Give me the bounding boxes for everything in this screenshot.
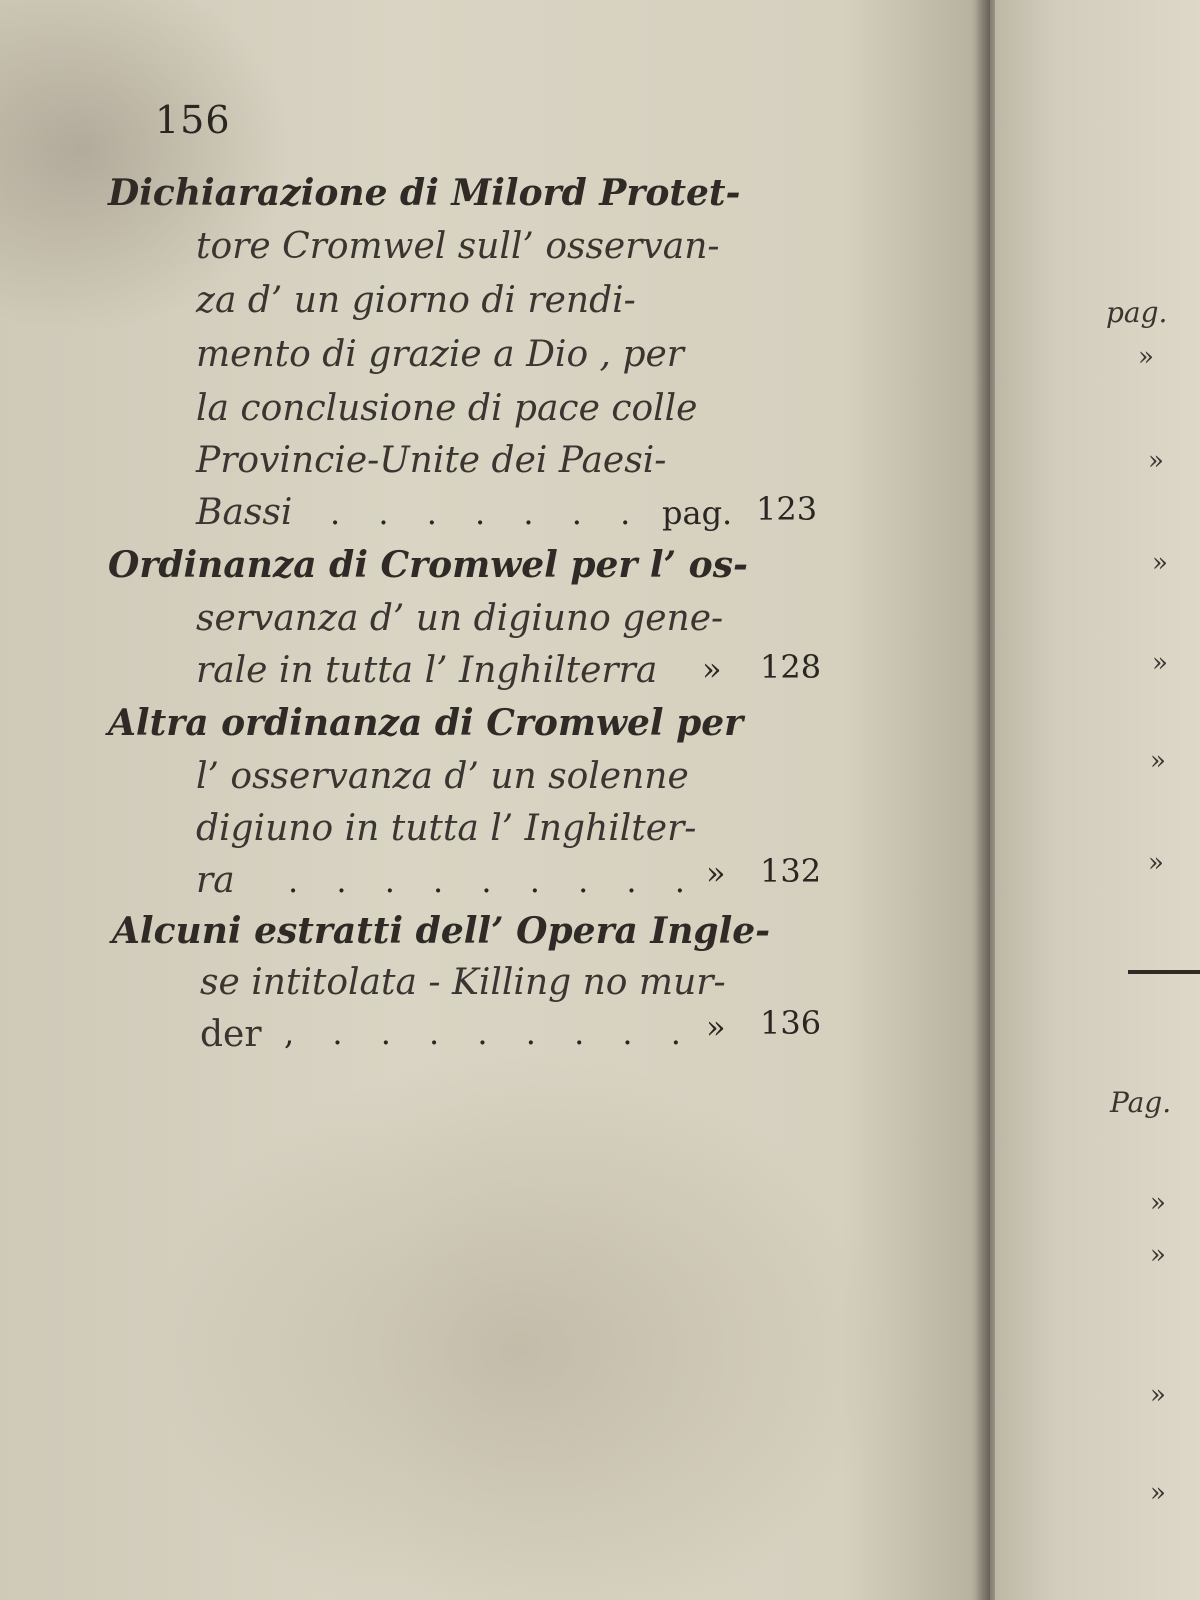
right-page: [995, 0, 1200, 1600]
entry-title-line: Dichiarazione di Milord Protet-: [108, 172, 741, 214]
ditto-mark: »: [1150, 1240, 1166, 1270]
entry-text-line: servanza d’ un digiuno gene-: [196, 598, 724, 639]
ditto-mark: »: [1148, 848, 1164, 878]
entry-text-line: se intitolata - Killing no mur-: [200, 962, 726, 1003]
ditto-mark: »: [1152, 548, 1168, 578]
entry-text-line: der: [200, 1014, 262, 1055]
ditto-mark: »: [1150, 1188, 1166, 1218]
ditto-mark: »: [1152, 648, 1168, 678]
page-ref-prefix: pag.: [662, 494, 733, 532]
entry-text-line: l’ osservanza d’ un solenne: [196, 756, 689, 797]
entry-text-line: digiuno in tutta l’ Inghilter-: [196, 808, 697, 849]
entry-title-line: Altra ordinanza di Cromwel per: [108, 702, 744, 744]
page-ref-prefix: »: [706, 854, 726, 892]
section-rule: [1128, 970, 1200, 974]
right-page-label: pag.: [1106, 296, 1168, 329]
right-page-label: Pag.: [1110, 1086, 1172, 1119]
dot-leader: . . . . . . . . .: [288, 862, 699, 900]
page-ref-prefix: »: [706, 1008, 726, 1046]
entry-text-line: la conclusione di pace colle: [196, 388, 698, 429]
ditto-mark: »: [1150, 1478, 1166, 1508]
entry-text-line: ra: [196, 860, 235, 901]
dot-leader: . . . . . . .: [330, 494, 645, 532]
page-ref-prefix: »: [702, 650, 722, 688]
page-number: 156: [155, 98, 231, 142]
entry-text-line: mento di grazie a Dio , per: [196, 334, 685, 375]
page-ref-number: 136: [760, 1004, 822, 1042]
ditto-mark: »: [1148, 446, 1164, 476]
entry-text-line: Bassi: [196, 492, 293, 533]
entry-text-line: za d’ un giorno di rendi-: [196, 280, 636, 321]
dot-leader: , . . . . . . . .: [284, 1014, 695, 1052]
page-ref-number: 128: [760, 648, 822, 686]
page-ref-number: 132: [760, 852, 822, 890]
entry-text-line: rale in tutta l’ Inghilterra: [196, 650, 658, 691]
ditto-mark: »: [1150, 746, 1166, 776]
ditto-mark: »: [1150, 1380, 1166, 1410]
entry-text-line: Provincie-Unite dei Paesi-: [196, 440, 667, 481]
entry-title-line: Alcuni estratti dell’ Opera Ingle-: [112, 910, 771, 952]
page-ref-number: 123: [756, 490, 818, 528]
ditto-mark: »: [1138, 342, 1154, 372]
entry-title-line: Ordinanza di Cromwel per l’ os-: [108, 544, 748, 586]
entry-text-line: tore Cromwel sull’ osservan-: [196, 226, 720, 267]
